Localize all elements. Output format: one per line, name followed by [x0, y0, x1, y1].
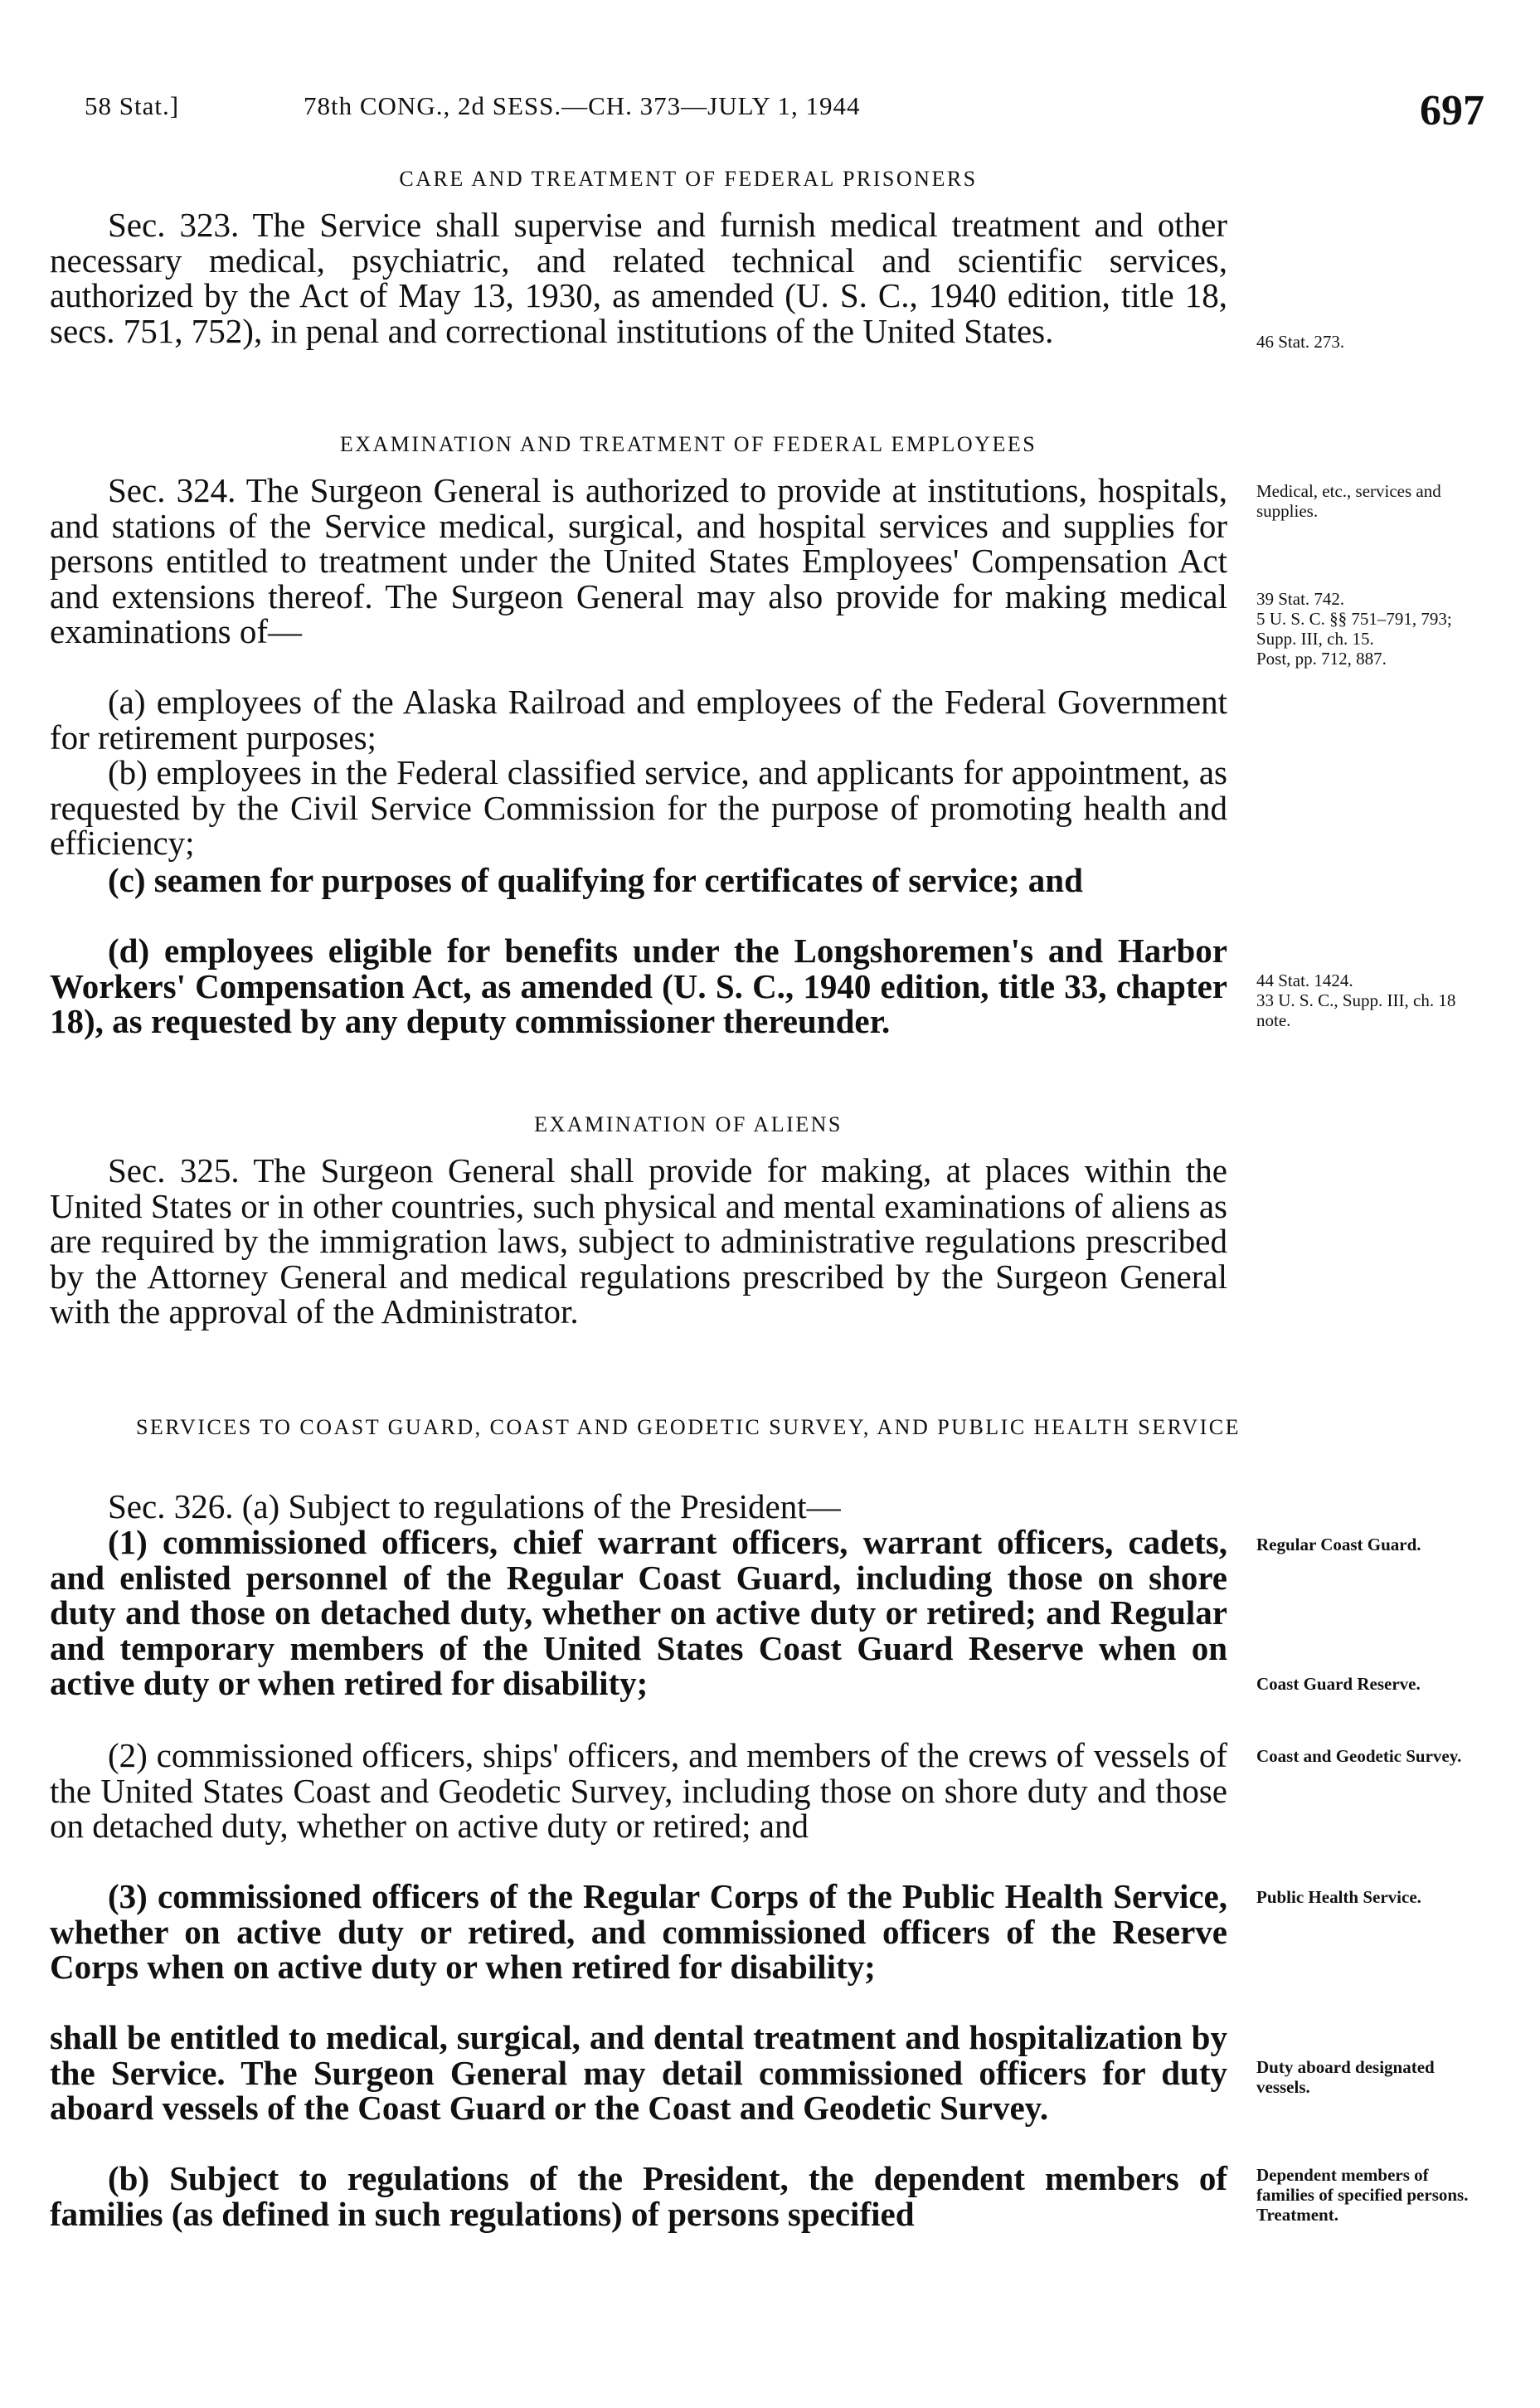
margin-note-39-stat: 39 Stat. 742. 5 U. S. C. §§ 751–791, 793; Supp. III, ch. 15. Post, pp. 712, 887. — [1256, 589, 1452, 669]
margin-note-46-stat: 46 Stat. 273. — [1256, 332, 1345, 352]
section-323-text: Sec. 323. The Service shall supervise and furnish medical treatment and other necessary medical, psychiatric, and related technical and scientific services, authorized by the Act of May 13, 1930, as amended (U. S. C., 1940 edition, title 18, secs. 751, 752), in penal and correctional institutions of the United States. — [50, 206, 1227, 350]
page-number: 697 — [1420, 87, 1484, 134]
margin-note-public-health-service: Public Health Service. — [1256, 1887, 1421, 1907]
section-324-text: Sec. 324. The Surgeon General is authorized to provide at institutions, hospitals, and stations of the Service medical, surgical, and hospital services and supplies for persons entitled to treatment under the United States Employees' Compensation Act and extensions thereof. The Surgeon General may also provide for making medical examinations of— — [50, 471, 1227, 650]
section-326-intro: Sec. 326. (a) Subject to regulations of the President— — [108, 1487, 841, 1525]
margin-note-medical-services: Medical, etc., services and supplies. — [1256, 481, 1441, 521]
section-324-item-c: (c) seamen for purposes of qualifying for certificates of service; and — [108, 861, 1083, 899]
section-325-heading: EXAMINATION OF ALIENS — [534, 1112, 843, 1136]
header-statute-reference: 58 Stat.] — [85, 91, 180, 120]
section-326-heading: SERVICES TO COAST GUARD, COAST AND GEODETIC SURVEY, AND PUBLIC HEALTH SERVICE — [135, 1415, 1241, 1439]
section-324-item-b: (b) employees in the Federal classified service, and applicants for appointment, as requested by the Civil Service Commission for the purpose of promoting health and efficiency; — [50, 753, 1227, 862]
section-326-item-3: (3) commissioned officers of the Regular Corps of the Public Health Service, whether on active duty or retired, and commissioned officers of the Reserve Corps when on active duty or when retired for disability; — [50, 1877, 1227, 1986]
section-326-item-b: (b) Subject to regulations of the President, the dependent members of families (as defined in such regulations) of persons specified — [50, 2159, 1227, 2233]
margin-note-44-stat: 44 Stat. 1424. 33 U. S. C., Supp. III, ch. 18 note. — [1256, 970, 1456, 1030]
margin-note-regular-coast-guard: Regular Coast Guard. — [1256, 1535, 1421, 1554]
section-324-heading: EXAMINATION AND TREATMENT OF FEDERAL EMPLOYEES — [339, 432, 1037, 456]
section-324-item-a: (a) employees of the Alaska Railroad and employees of the Federal Government for retirement purposes; — [50, 683, 1227, 756]
section-325-text: Sec. 325. The Surgeon General shall provide for making, at places within the United States or in other countries, such physical and mental examinations of aliens as are required by the immigration laws, subject to administrative regulations prescribed by the Attorney General and medical regulations prescribed by the Surgeon General with the approval of the Administrator. — [50, 1151, 1227, 1330]
header-session-chapter: 78th CONG., 2d SESS.—CH. 373—JULY 1, 1944 — [304, 91, 861, 120]
margin-note-duty-aboard-vessels: Duty aboard designated vessels. — [1256, 2057, 1435, 2097]
section-323-heading: CARE AND TREATMENT OF FEDERAL PRISONERS — [399, 167, 978, 191]
margin-note-coast-geodetic-survey: Coast and Geodetic Survey. — [1256, 1746, 1462, 1766]
section-326-item-2: (2) commissioned officers, ships' officers, and members of the crews of vessels of the United States Coast and Geodetic Survey, including those on shore duty and those on detached duty, whether on active duty or retired; and — [50, 1736, 1227, 1845]
margin-note-dependent-members: Dependent members of families of specified persons. Treatment. — [1256, 2165, 1469, 2225]
section-326-closing: shall be entitled to medical, surgical, and dental treatment and hospitalization by the Service. The Surgeon General may detail commissioned officers for duty aboard vessels of the Coast Guard or the Coast and Geodetic Survey. — [50, 2018, 1227, 2127]
section-326-item-1: (1) commissioned officers, chief warrant officers, warrant officers, cadets, and enlisted personnel of the Regular Coast Guard, including those on shore duty and those on detached duty, whether on active duty or retired; and Regular and temporary members of the United States Coast Guard Reserve when on active duty or when retired for disability; — [50, 1523, 1227, 1702]
section-324-item-d: (d) employees eligible for benefits under the Longshoremen's and Harbor Workers' Compensation Act, as amended (U. S. C., 1940 edition, title 33, chapter 18), as requested by any deputy commissioner thereunder. — [50, 932, 1227, 1040]
margin-note-coast-guard-reserve: Coast Guard Reserve. — [1256, 1674, 1421, 1694]
